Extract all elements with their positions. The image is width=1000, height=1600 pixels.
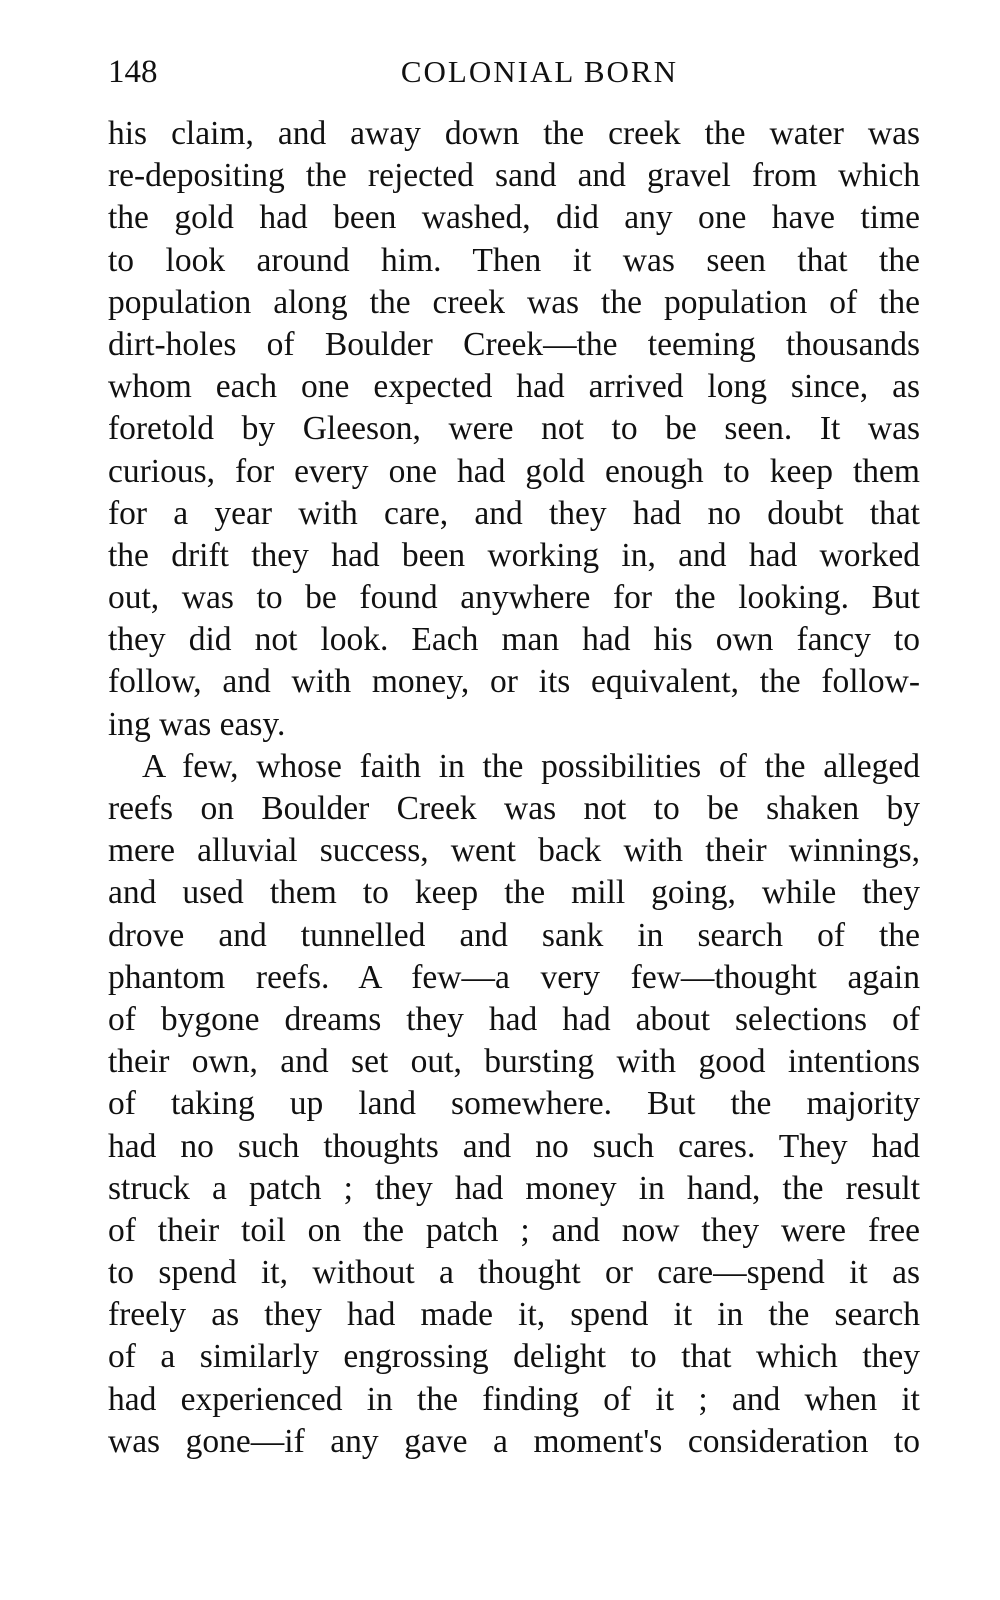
text-line: and used them to keep the mill going, while they — [108, 874, 920, 912]
text-line: of bygone dreams they had had about selections of — [108, 1000, 920, 1038]
paragraph-1 — [108, 113, 920, 746]
text-line: out, was to be found anywhere for the looking. But — [108, 579, 920, 617]
text-line: had experienced in the finding of it ; and when it — [108, 1380, 920, 1418]
text-line: phantom reefs. A few—a very few—thought again — [108, 958, 920, 996]
text-line: of a similarly engrossing delight to that which they — [108, 1338, 920, 1376]
text-line: dirt-holes of Boulder Creek—the teeming thousands — [108, 325, 920, 363]
text-line: curious, for every one had gold enough to keep them — [108, 452, 920, 490]
running-head — [108, 48, 918, 96]
text-line: freely as they had made it, spend it in the search — [108, 1296, 920, 1334]
text-line: was gone—if any gave a moment's consideration to — [108, 1422, 920, 1460]
text-line: re-depositing the rejected sand and gravel from which — [108, 157, 920, 195]
paragraph-2 — [108, 746, 920, 1463]
text-line: they did not look. Each man had his own fancy to — [108, 621, 920, 659]
text-line: had no such thoughts and no such cares. They had — [108, 1127, 920, 1165]
text-line: follow, and with money, or its equivalent, the follow- — [108, 663, 920, 701]
text-line: his claim, and away down the creek the water was — [108, 115, 920, 152]
text-line: struck a patch ; they had money in hand, the result — [108, 1169, 920, 1207]
text-line: whom each one expected had arrived long since, as — [108, 368, 920, 406]
page-number: 148 — [108, 54, 158, 90]
text-line: to spend it, without a thought or care—spend it as — [108, 1254, 920, 1292]
text-line: mere alluvial success, went back with their winnings, — [108, 832, 920, 870]
body-text — [108, 113, 920, 1463]
text-line: the gold had been washed, did any one have time — [108, 199, 920, 237]
text-line: for a year with care, and they had no doubt that — [108, 494, 920, 532]
text-line: drove and tunnelled and sank in search of the — [108, 916, 920, 954]
text-line: A few, whose faith in the possibilities of the alleged — [142, 747, 920, 785]
text-line: reefs on Boulder Creek was not to be shaken by — [108, 790, 920, 827]
text-line: to look around him. Then it was seen that the — [108, 241, 920, 279]
text-line: foretold by Gleeson, were not to be seen. It was — [108, 410, 920, 448]
text-line: ing was easy. — [108, 705, 286, 743]
running-title: COLONIAL BORN — [400, 54, 678, 89]
text-line: population along the creek was the population of the — [108, 283, 920, 321]
text-line: the drift they had been working in, and had worked — [108, 536, 920, 574]
text-line: of taking up land somewhere. But the majority — [108, 1085, 920, 1123]
text-line: their own, and set out, bursting with good intentions — [108, 1043, 920, 1081]
text-line: of their toil on the patch ; and now they were free — [108, 1211, 920, 1249]
